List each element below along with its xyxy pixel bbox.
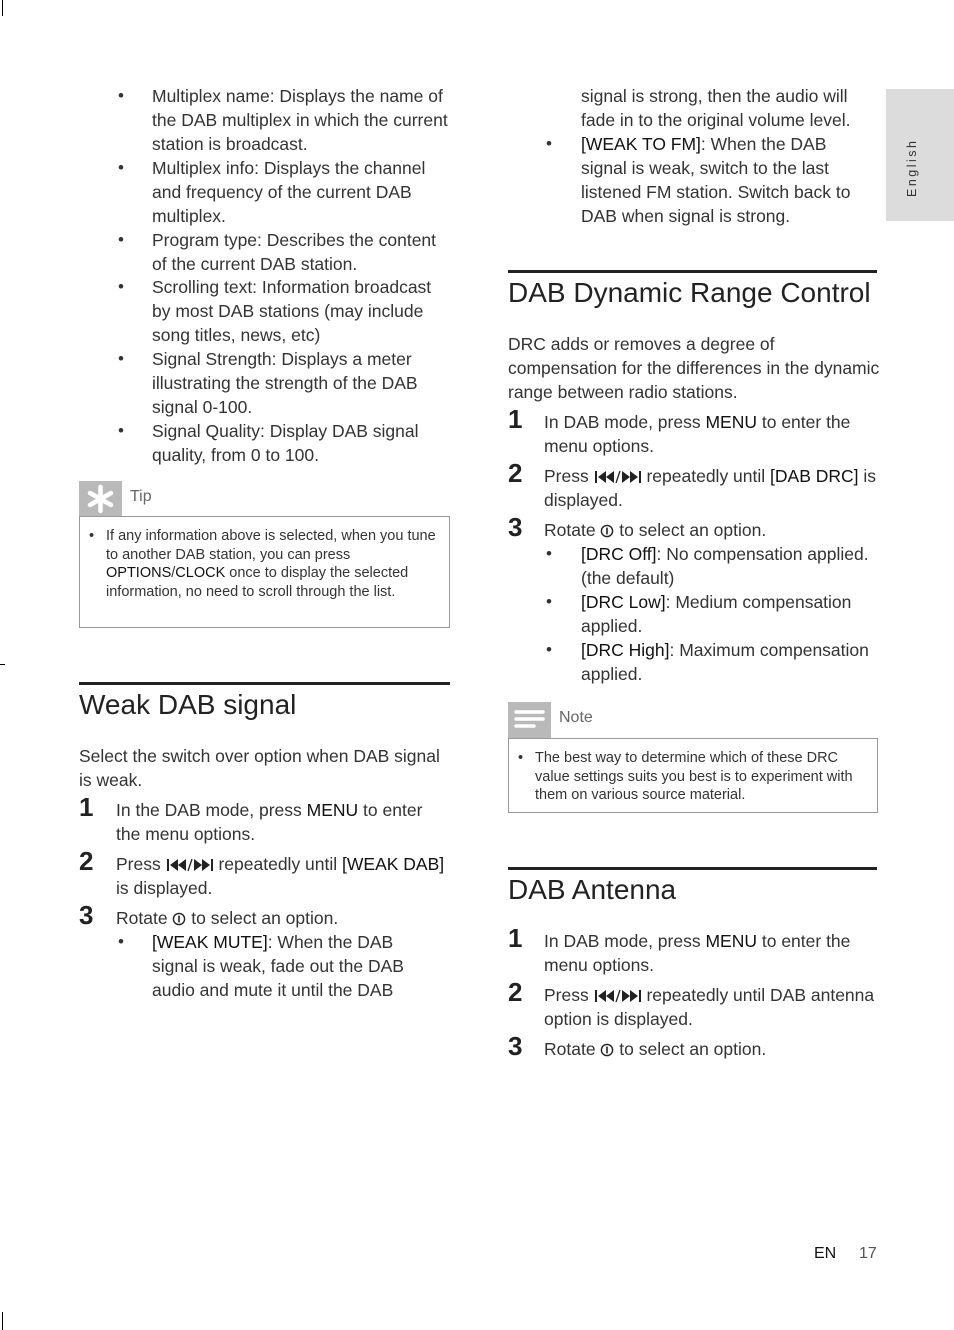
step-text-part: repeatedly until <box>213 854 343 874</box>
weak-dab-key: [WEAK DAB] <box>342 854 445 874</box>
step-text-part: to select an option. <box>186 908 339 928</box>
menu-key: MENU <box>306 800 359 820</box>
option-item <box>581 542 877 590</box>
step-text-part: is displayed. <box>544 466 877 510</box>
bullet-dot: • <box>546 544 552 563</box>
step-number: 2 <box>508 458 523 488</box>
step-text <box>116 852 451 900</box>
bullet-dot: • <box>89 528 95 544</box>
step-text-part: to select an option. <box>614 520 767 540</box>
step-text <box>544 1037 879 1061</box>
step-text <box>544 983 889 1031</box>
rotary-knob-icon <box>172 912 186 926</box>
bullet-dot: • <box>118 349 124 368</box>
step-text-part: to enter the menu options. <box>544 931 851 975</box>
crop-mark <box>0 664 5 665</box>
list-item: Scrolling text: Information broadcast by most DAB stations (may include song titles, news, etc) <box>152 277 432 345</box>
crop-mark <box>2 0 3 16</box>
step-number: 3 <box>508 512 523 542</box>
bullet-dot: • <box>546 592 552 611</box>
tip-text-part: once to display the selected information, no need to scroll through the list. <box>106 565 409 600</box>
note-box <box>508 738 878 813</box>
step-number: 1 <box>79 792 94 822</box>
menu-key: MENU <box>705 412 757 432</box>
prev-next-icon <box>594 989 642 1003</box>
step-text-part: to enter the menu options. <box>116 800 423 844</box>
option-text: : When the DAB signal is weak, switch to the last listened FM station. Switch back to DAB when signal is strong. <box>581 134 851 226</box>
step-text-part: Rotate <box>544 1039 601 1059</box>
tip-box <box>79 516 450 628</box>
option-text: : No compensation applied. (the default) <box>581 544 869 588</box>
step-text <box>544 929 879 977</box>
tip-icon-box <box>79 481 122 517</box>
list-item: Multiplex info: Displays the channel and frequency of the current DAB multiplex. <box>152 158 426 226</box>
option-text: : When the DAB signal is weak, fade out the DAB audio and mute it until the DAB <box>152 932 404 1000</box>
bullet-dot: • <box>118 932 124 951</box>
dab-drc-key: [DAB DRC] <box>770 466 859 486</box>
tip-header <box>79 481 450 517</box>
bullet-dot: • <box>546 640 552 659</box>
option-text: : Maximum compensation applied. <box>581 640 869 684</box>
slash: / <box>171 565 176 581</box>
step-text-part: Press <box>544 466 594 486</box>
step-text-part: Press <box>116 854 166 874</box>
asterisk-icon <box>79 481 122 517</box>
tip-label: Tip <box>130 488 152 505</box>
crop-mark <box>2 1312 3 1330</box>
step-text-part: to enter the menu options. <box>544 412 851 456</box>
bullet-dot: • <box>118 86 124 105</box>
step-number: 3 <box>79 900 94 930</box>
drc-low-key: [DRC Low] <box>581 592 666 612</box>
list-item: Program type: Describes the content of the current DAB station. <box>152 230 437 274</box>
bullet-dot: • <box>118 277 124 296</box>
drc-high-key: [DRC High] <box>581 640 670 660</box>
option-item <box>581 590 877 638</box>
list-item: Signal Quality: Display DAB signal quality, from 0 to 100. <box>152 421 419 465</box>
prev-next-icon <box>166 858 214 872</box>
step-text <box>544 464 884 512</box>
step-text <box>544 518 879 542</box>
step-number: 1 <box>508 404 523 434</box>
weak-to-fm-key: [WEAK TO FM] <box>581 134 701 154</box>
side-tab <box>886 89 954 221</box>
bullet-dot: • <box>118 230 124 249</box>
note-icon-box <box>508 702 551 738</box>
bullet-dot: • <box>118 158 124 177</box>
step-text-part: In DAB mode, press <box>544 412 706 432</box>
option-item <box>581 638 881 686</box>
list-item: Multiplex name: Displays the name of the DAB multiplex in which the current station is broadcast. <box>152 86 448 154</box>
step-text-part: repeatedly until DAB antenna option is displayed. <box>544 985 875 1029</box>
section-rule <box>508 270 877 273</box>
step-number: 1 <box>508 923 523 953</box>
tip-text-part: If any information above is selected, when you tune to another DAB station, you can press <box>106 528 436 563</box>
option-item <box>581 132 871 228</box>
step-text-part: is displayed. <box>116 878 213 898</box>
step-text-part: In the DAB mode, press <box>116 800 307 820</box>
step-text-part: Rotate <box>544 520 601 540</box>
section-heading: DAB Antenna <box>508 874 677 905</box>
rotary-knob-icon <box>600 1043 614 1057</box>
menu-key: MENU <box>705 931 757 951</box>
note-lines-icon <box>508 702 551 738</box>
bullet-dot: • <box>546 134 552 153</box>
step-text-part: Press <box>544 985 594 1005</box>
step-text-part: In DAB mode, press <box>544 931 706 951</box>
prev-next-icon <box>594 470 642 484</box>
side-tab-label: English <box>905 138 919 197</box>
option-text: : Medium compensation applied. <box>581 592 852 636</box>
step-number: 2 <box>508 977 523 1007</box>
tip-text <box>106 527 446 601</box>
step-text <box>116 906 451 930</box>
note-header <box>508 702 878 738</box>
section-heading: DAB Dynamic Range Control <box>508 277 871 308</box>
step-text-part: repeatedly until <box>641 466 771 486</box>
list-item: Signal Strength: Displays a meter illustrating the strength of the DAB signal 0-100. <box>152 349 418 417</box>
rotary-knob-icon <box>600 524 614 538</box>
section-intro: DRC adds or removes a degree of compensation for the differences in the dynamic range between radio stations. <box>508 334 880 402</box>
bullet-dot: • <box>518 750 524 766</box>
section-rule <box>79 682 450 685</box>
page-number: 17 <box>859 1245 877 1262</box>
step-text-part: to select an option. <box>614 1039 767 1059</box>
section-intro: Select the switch over option when DAB signal is weak. <box>79 746 440 790</box>
options-key: OPTIONS <box>106 565 172 581</box>
note-label: Note <box>559 709 593 726</box>
step-number: 3 <box>508 1031 523 1061</box>
step-text <box>544 410 879 458</box>
continued-text: signal is strong, then the audio will fade in to the original volume level. <box>581 86 851 130</box>
drc-off-key: [DRC Off] <box>581 544 657 564</box>
option-item <box>152 930 442 1002</box>
section-heading: Weak DAB signal <box>79 689 297 720</box>
step-number: 2 <box>79 846 94 876</box>
weak-mute-key: [WEAK MUTE] <box>152 932 268 952</box>
footer-lang: EN <box>814 1245 837 1262</box>
clock-key: CLOCK <box>175 565 226 581</box>
note-text: The best way to determine which of these DRC value settings suits you best is to experiment with them on various source material. <box>535 750 853 803</box>
section-rule <box>508 867 877 870</box>
step-text-part: Rotate <box>116 908 173 928</box>
bullet-dot: • <box>118 421 124 440</box>
step-text <box>116 798 451 846</box>
